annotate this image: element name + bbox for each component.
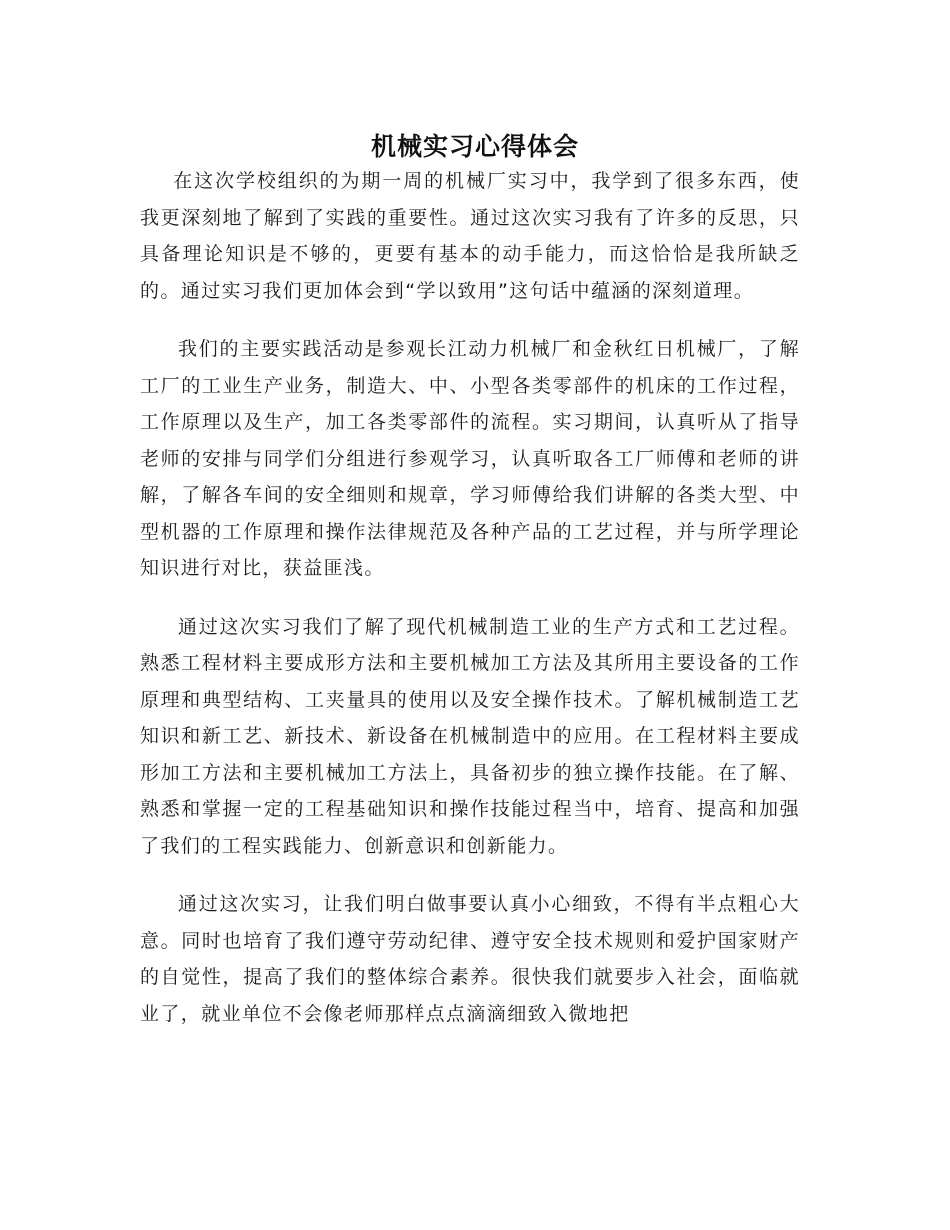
paragraph: 通过这次实习我们了解了现代机械制造工业的生产方式和工艺过程。 熟悉工程材料主要成形方法和主要机械加工方法及其所用主要设备的工作原理和典型结构、工夹量具的使用以及安全操作技术。了解机械制造工艺知识和新工艺、新技术、新设备在机械制造中的应用。在工程材料主要成形加工方法和主要机械加工方法上，具备初步的独立操作技能。在了解、熟悉和掌握一定的工程基础知识和操作技能过程当中，培育、提高和加强了我们的工程实践能力、创新意识和创新能力。 — [140, 615, 800, 857]
paragraph: 通过这次实习，让我们明白做事要认真小心细致，不得有半点粗心大意。同时也培育了我们遵守劳动纪律、遵守安全技术规则和爱护国家财产的自觉性，提高了我们的整体综合素养。很快我们就要步入社会，面临就业了，就业单位不会像老师那样点点滴滴细致入微地把 — [140, 893, 800, 1025]
document-body — [140, 163, 800, 1054]
paragraph: 我们的主要实践活动是参观长江动力机械厂和金秋红日机械厂，了解工厂的工业生产业务，制造大、中、小型各类零部件的机床的工作过程，工作原理以及生产，加工各类零部件的流程。实习期间，认真听从了指导老师的安排与同学们分组进行参观学习，认真听取各工厂师傅和老师的讲解，了解各车间的安全细则和规章，学习师傅给我们讲解的各类大型、中型机器的工作原理和操作法律规范及各种产品的工艺过程，并与所学理论知识进行对比，获益匪浅。 — [140, 338, 800, 579]
paragraph: 在这次学校组织的为期一周的机械厂实习中，我学到了很多东西，使我更深刻地了解到了实践的重要性。通过这次实习我有了许多的反思，只具备理论知识是不够的，更要有基本的动手能力，而这恰恰是我所缺乏的。通过实习我们更加体会到“学以致用”这句话中蕴涵的深刻道理。 — [140, 170, 800, 302]
document-title: 机械实习心得体会 — [370, 131, 579, 161]
